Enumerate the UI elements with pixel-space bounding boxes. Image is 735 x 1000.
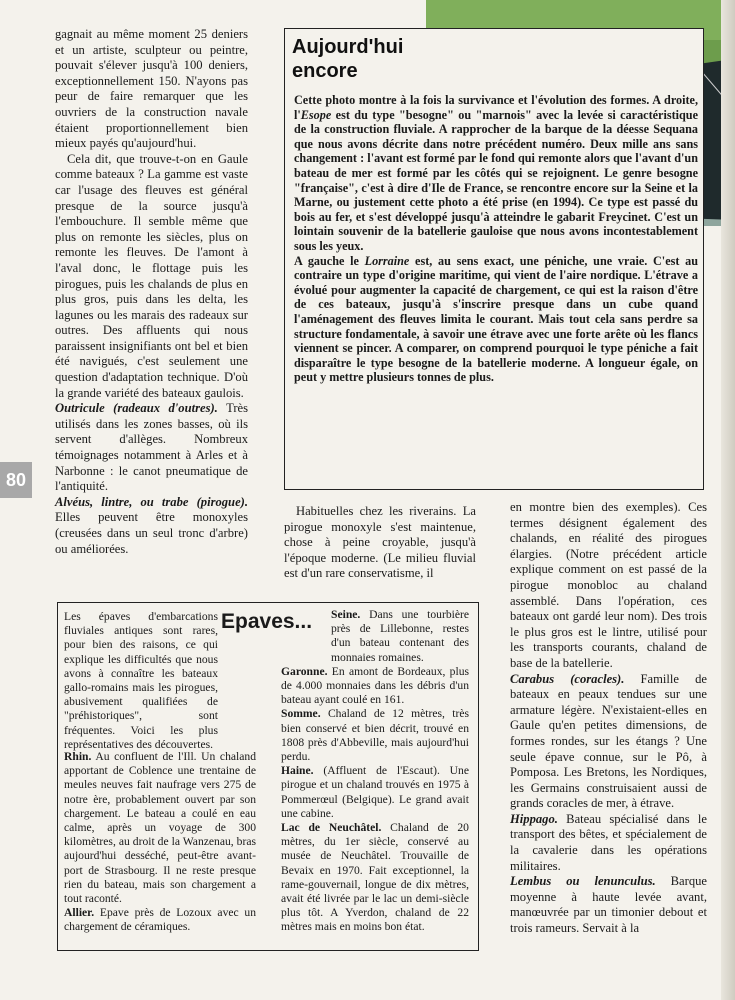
epaves-text: Chaland de 20 mètres, du 1er siècle, conservé au musée de Neuchâtel. Trouvaille de Bevaix en 1970. Fait exceptionnel, la rame-gouvernail, longue de dix mètres, avait été livrée par le lac un demi-siècle plus tôt. A Yverdon, chaland de 22 mètres mais en moins bon état.	[281, 821, 469, 934]
col3-paragraph-2	[510, 672, 707, 812]
term-outricule-text: Très utilisés dans les zones basses, où ils servent d'allèges. Nombreux témoignages notamment à Arles et à Narbonne : le canot pneumatique de l'antiquité.	[55, 401, 249, 494]
epaves-somme	[281, 707, 469, 764]
term-carabus: Carabus (coracles).	[510, 671, 625, 686]
epaves-neuchatel	[281, 821, 469, 935]
epaves-intro	[64, 610, 218, 752]
sidebar-text: est du type "besogne" ou "marnois" avec la levée si caractéristique de la construction fluviale. A rapprocher de la barque de la déesse Sequana que nous avons décrite dans notre précédent numéro. Deux mille ans sans changement : l'avant est formé par le fond qui remonte alors que l'avant d'un bateau de mer est formé par les côtés qui se rejoignent. Le genre besogne "française", c'est à dire d'Ile de France, se rencontre encore sur la Seine et la Marne, ou justement cette photo a été prise (en 1994). Ce type est passé du bois au fer, et s'est développé jusqu'à atteindre le gabarit Freycinet. C'est un lointain souvenir de la batellerie gauloise que nous avons incontestablement sous les yeux.	[294, 107, 698, 253]
term-alveus-text: Elles peuvent être monoxyles (creusées dans un seul tronc d'arbre) ou améliorées.	[55, 510, 248, 556]
epaves-right-column	[281, 608, 469, 935]
epaves-text: Dans une tourbière près de Lillebonne, restes d'un bateau contenant des monnaies romaines.	[331, 608, 469, 664]
page-binding-edge	[721, 0, 735, 1000]
epaves-intro-text: Les épaves d'embarcations fluviales antiques sont rares, pour bien des raisons, ce qui explique les difficultés que nous avons à connaître les bateaux gallo-romains mais les pirogues, abusivement qualifiées de "préhistoriques", sont fréquentes. Voici les plus représentatives des découvertes.	[64, 610, 218, 751]
epaves-left-column	[64, 750, 256, 935]
boat-esope: Esope	[300, 107, 332, 122]
epaves-text: Epave près de Lozoux avec un chargement de céramiques.	[64, 906, 256, 934]
sidebar-paragraph-1	[294, 93, 698, 254]
epaves-term: Haine.	[281, 764, 314, 778]
epaves-text: Chaland de 12 mètres, très bien conservé et bien décrit, trouvé en 1808 près d'Abbeville, mais aujourd'hui perdu.	[281, 707, 469, 764]
col3-paragraph-4	[510, 874, 707, 936]
sidebar-body	[294, 93, 698, 385]
epaves-term: Seine.	[331, 608, 361, 621]
sidebar-box-aujourdhui	[284, 28, 704, 490]
col1-paragraph-1: gagnait au même moment 25 deniers et un artiste, sculpteur ou peintre, pouvait s'élever jusqu'à 100 deniers, exceptionnellement 150. N'ayons pas peur de faire remarquer que les ouvriers de la construction navale étaient proportionnellement bien mieux payés qu'aujourd'hui.	[55, 27, 248, 151]
col1-paragraph-3	[55, 401, 248, 495]
sidebar-title: Aujourd'hui encore	[292, 36, 404, 82]
epaves-haine	[281, 764, 469, 821]
epaves-title: Epaves...	[221, 610, 313, 633]
col3-paragraph-3	[510, 812, 707, 874]
page-number-tab: 80	[0, 462, 32, 498]
term-hippago-text: Bateau spécialisé dans le transport des bêtes, et spécialement de la cavalerie dans les opérations militaires.	[510, 811, 707, 873]
epaves-text: Au confluent de l'Ill. Un chaland apportant de Coblence une trentaine de meules neuves fait naufrage vers 275 de notre ère, probablement ouvert par son chargement. Le bateau a coulé en eau calme, après un voyage de 300 kilomètres, au droit de la Wanzenau, bras aujourd'hui desséché, peut-être avant-port de Strasbourg. Il ne reste presque rien du bateau, mais son chargement a tout raconté.	[64, 750, 256, 906]
col3-paragraph-1: en montre bien des exemples). Ces termes désignent également des chalands, en réalité des pirogues élargies. (Notre précédent article explique comment on est passé de la pirogue monobloc au chaland assemblé. Dans l'opération, ces bateaux ont gardé leur nom). Des trois le plus gros est le lintre, utilisé pour les transports courants, chaland de base de la batellerie.	[510, 500, 707, 670]
sidebar-text: est, au sens exact, une péniche, une vraie. C'est au contraire un type d'origine maritime, qui vient de l'aire nordique. L'étrave a évolué pour augmenter la capacité de chargement, ce qui est la raison d'être de ces bateaux, jusqu'à s'inscrire presque dans un cube quand l'aménagement des fleuves limita le courant. Mais tout cela sans perdre sa structure fondamentale, à savoir une étrave avec une forte arête où les flancs viennent se pincer. A comparer, on comprend pourquoi le type péniche a fait disparaître le type besogne de la batellerie moderne. A longueur égale, on peut y mettre plusieurs tonnes de plus.	[294, 253, 698, 385]
term-lembus-text: Barque moyenne à haute levée avant, manœuvrée par un timonier debout et trois rameurs. Servait à la	[510, 874, 708, 936]
col1-paragraph-2: Cela dit, que trouve-t-on en Gaule comme bateaux ? La gamme est vaste car l'usage des fleuves est général presque de la source jusqu'à l'embouchure. Il semble même que plus on remonte les siècles, plus on remonte les fleuves. De l'amont à l'aval donc, le flottage puis les pirogues, puis les chalands de plus en plus gros, puis dans les delta, les lagunes ou les marais des radeaux sur outres. Des affluents qui nous paraissent insignifiants ont bel et bien été navigués, c'est seulement une question d'adaptation technique. D'où la grande variété des bateaux gaulois.	[55, 151, 248, 400]
epaves-allier	[64, 906, 256, 934]
epaves-seine	[281, 608, 469, 665]
epaves-rhin	[64, 750, 256, 906]
term-carabus-text: Famille de bateaux en peaux tendues sur une armature légère. N'existaient-elles en Gaule qu'en petites dimensions, de formes rondes, sur les étangs ? Une seule épave connue, sur le Pô, à Pomposa. Les Bretons, les Nordiques, les Germains construisaient aussi de grands coracles de mer, à étrave.	[510, 671, 707, 811]
sidebar-text: A gauche le	[294, 253, 365, 268]
article-column-2	[284, 504, 476, 582]
term-hippago: Hippago.	[510, 811, 558, 826]
epaves-garonne	[281, 665, 469, 708]
sidebar-paragraph-2	[294, 254, 698, 385]
article-column-3	[510, 500, 707, 937]
sidebar-box-epaves	[57, 602, 479, 951]
epaves-term: Allier.	[64, 906, 95, 920]
epaves-term: Rhin.	[64, 750, 92, 763]
epaves-text: (Affluent de l'Escaut). Une pirogue et un chaland trouvés en 1975 à Pommerœul (Belgique). Le grand avait une cabine.	[281, 764, 469, 820]
article-column-1	[55, 27, 248, 557]
epaves-text: En amont de Bordeaux, plus de 4.000 monnaies dans les débris d'un bateau ayant coulé en 161.	[281, 664, 469, 707]
term-lembus: Lembus ou lenunculus.	[510, 874, 656, 889]
col1-paragraph-4	[55, 495, 248, 557]
boat-lorraine: Lorraine	[364, 253, 410, 268]
epaves-term: Lac de Neuchâtel.	[281, 821, 382, 835]
term-outricule: Outricule (radeaux d'outres).	[55, 401, 218, 416]
epaves-term: Somme.	[281, 707, 321, 721]
term-alveus: Alvéus, lintre, ou trabe (pirogue).	[55, 494, 248, 509]
epaves-term: Garonne.	[281, 664, 328, 678]
col2-paragraph-1: Habituelles chez les riverains. La pirogue monoxyle s'est maintenue, chose à peine croyable, jusqu'à l'époque moderne. (Le milieu fluvial est d'un rare conservatisme, il	[284, 504, 476, 581]
sidebar-text: Cette photo montre à la fois la survivance et l'évolution des formes. A droite, l'	[294, 93, 698, 122]
